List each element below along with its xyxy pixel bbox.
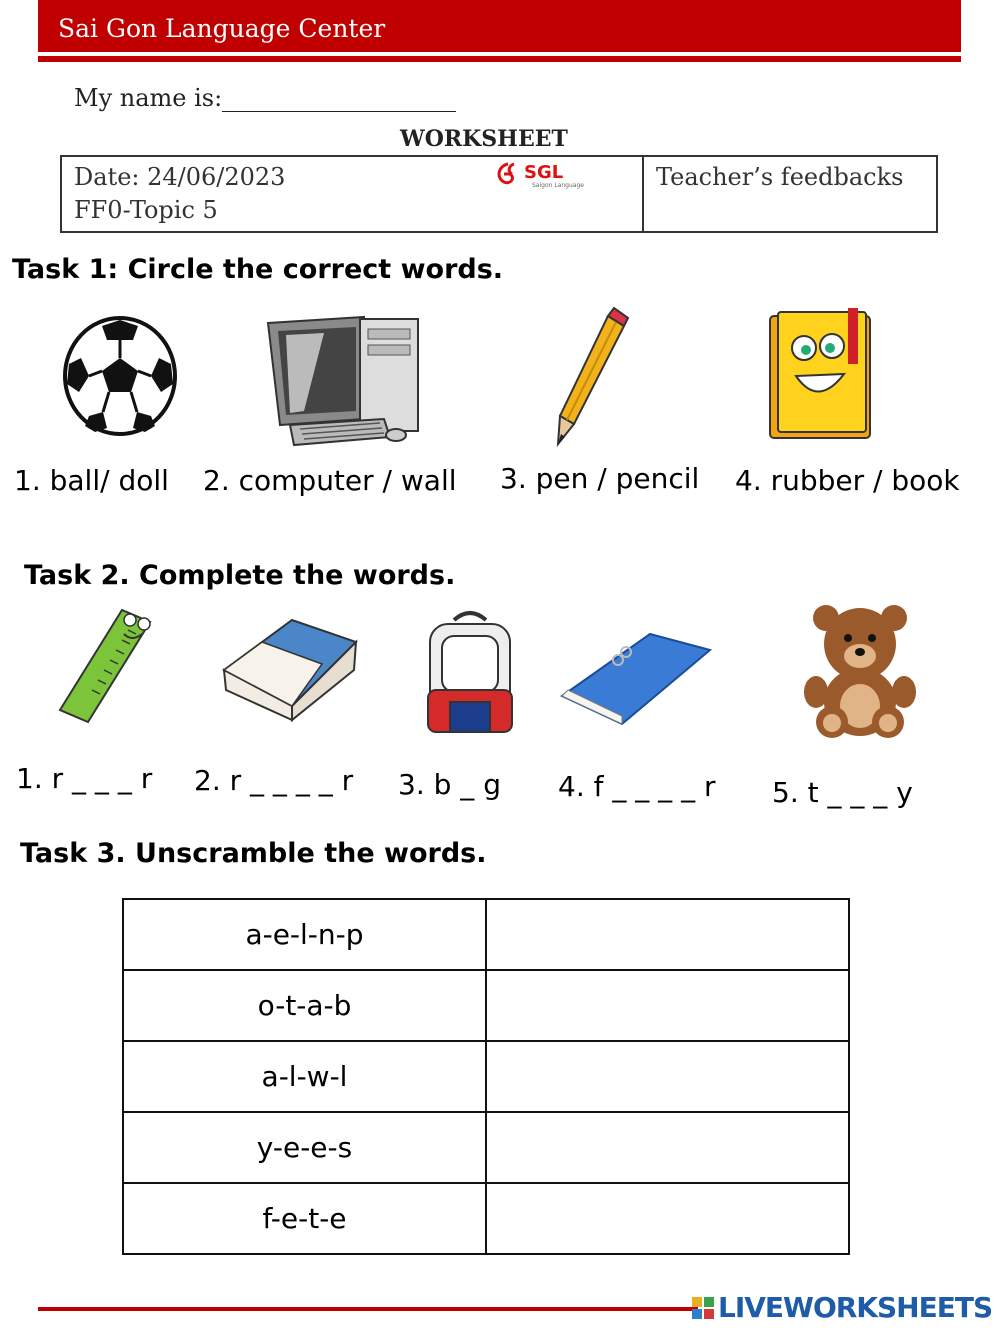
scrambled-word: y-e-e-s bbox=[123, 1112, 486, 1183]
task3-title: Task 3. Unscramble the words. bbox=[20, 838, 487, 869]
topic-text: FF0-Topic 5 bbox=[74, 196, 218, 224]
info-divider bbox=[642, 155, 644, 233]
footer-rule bbox=[38, 1307, 698, 1311]
worksheet-title: WORKSHEET bbox=[400, 126, 568, 152]
answer-cell[interactable] bbox=[486, 1183, 849, 1254]
feedback-label: Teacher’s feedbacks bbox=[656, 163, 904, 191]
task2-item-4[interactable]: 4. f _ _ _ _ r bbox=[558, 770, 716, 803]
liveworksheets-brand: LIVEWORKSHEETS bbox=[718, 1291, 993, 1324]
date-text: Date: 24/06/2023 bbox=[74, 163, 286, 191]
answer-cell[interactable] bbox=[486, 970, 849, 1041]
liveworksheets-logo-icon bbox=[692, 1297, 714, 1319]
name-label: My name is: bbox=[74, 84, 223, 112]
table-row bbox=[123, 1112, 849, 1183]
folder-icon bbox=[560, 630, 712, 726]
eraser-icon bbox=[222, 614, 358, 724]
task2-item-3[interactable]: 3. b _ g bbox=[398, 768, 501, 801]
backpack-icon bbox=[424, 606, 516, 736]
book-icon bbox=[766, 304, 874, 442]
answer-cell[interactable] bbox=[486, 1041, 849, 1112]
task1-option-4[interactable]: 4. rubber / book bbox=[735, 464, 960, 497]
table-row bbox=[123, 1041, 849, 1112]
task1-option-3[interactable]: 3. pen / pencil bbox=[500, 462, 700, 495]
task1-option-2[interactable]: 2. computer / wall bbox=[203, 464, 457, 497]
teddy-bear-icon bbox=[804, 602, 916, 742]
task2-title: Task 2. Complete the words. bbox=[24, 560, 456, 591]
task2-item-1[interactable]: 1. r _ _ _ r bbox=[16, 762, 153, 795]
task1-title: Task 1: Circle the correct words. bbox=[12, 254, 504, 285]
table-row bbox=[123, 1183, 849, 1254]
name-row bbox=[74, 84, 456, 112]
scrambled-word: o-t-a-b bbox=[123, 970, 486, 1041]
ruler-icon bbox=[58, 606, 158, 724]
answer-cell[interactable] bbox=[486, 899, 849, 970]
logo-subtext: Saigon Language bbox=[532, 182, 584, 189]
task2-item-5[interactable]: 5. t _ _ _ y bbox=[772, 776, 913, 809]
task1-option-1[interactable]: 1. ball/ doll bbox=[14, 464, 169, 497]
task2-item-2[interactable]: 2. r _ _ _ _ r bbox=[194, 764, 354, 797]
header-rule bbox=[38, 56, 961, 62]
logo-text: SGL bbox=[524, 162, 564, 183]
table-row bbox=[123, 970, 849, 1041]
table-row bbox=[123, 899, 849, 970]
center-name: Sai Gon Language Center bbox=[58, 14, 386, 43]
scrambled-word: f-e-t-e bbox=[123, 1183, 486, 1254]
scrambled-word: a-l-w-l bbox=[123, 1041, 486, 1112]
answer-cell[interactable] bbox=[486, 1112, 849, 1183]
computer-icon bbox=[264, 315, 424, 451]
unscramble-table bbox=[122, 898, 850, 1255]
sgl-logo bbox=[494, 160, 586, 190]
name-blank-line[interactable] bbox=[222, 87, 456, 112]
pencil-icon bbox=[552, 306, 628, 446]
scrambled-word: a-e-l-n-p bbox=[123, 899, 486, 970]
soccer-ball-icon bbox=[63, 316, 177, 436]
